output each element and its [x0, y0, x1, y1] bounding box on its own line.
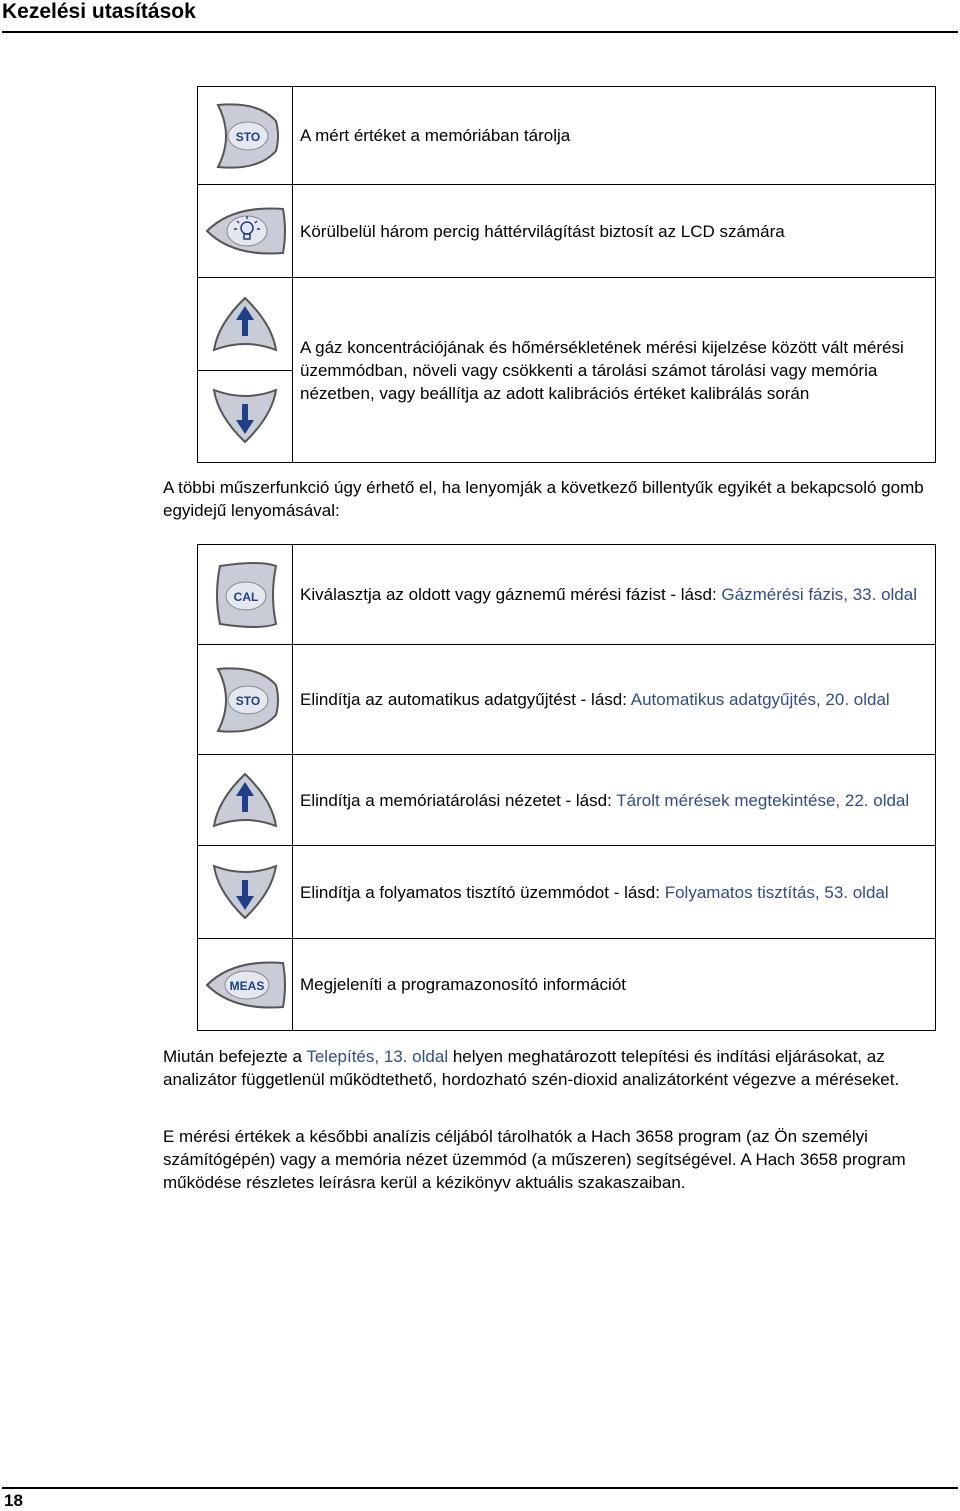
table-row — [198, 185, 936, 278]
light-key-icon — [203, 203, 287, 259]
key-description — [293, 545, 936, 645]
svg-text:MEAS: MEAS — [229, 978, 265, 993]
key-icon-cell — [198, 545, 293, 645]
cal-key-icon — [210, 560, 280, 630]
key-description: Körülbelül három percig háttérvilágítást biztosít az LCD számára — [293, 185, 936, 278]
cross-reference-link[interactable]: Automatikus adatgyűjtés, 20. oldal — [630, 690, 890, 709]
key-description: A mért értéket a memóriában tárolja — [293, 87, 936, 185]
table-row — [198, 939, 936, 1031]
table-row — [198, 545, 936, 645]
page-title: Kezelési utasítások — [2, 0, 196, 23]
sto-key-icon — [210, 101, 280, 171]
paragraph-installation — [163, 1045, 953, 1091]
description-text: Elindítja a memóriatárolási nézetet - lásd: — [300, 790, 617, 810]
paragraph-storage: E mérési értékek a későbbi analízis céljából tárolhatók a Hach 3658 program (az Ön személyi számítógépén) vagy a memória nézet üzemmód (a műszeren) segítségével. A Hach 3658 program működése részletes leírásra kerül a kézikönyv aktuális szakaszaiban. — [163, 1127, 906, 1192]
key-icon-cell — [198, 185, 293, 278]
key-icon-cell — [198, 278, 293, 463]
down-arrow-key-icon — [210, 386, 280, 446]
cross-reference-link[interactable]: Folyamatos tisztítás, 53. oldal — [664, 882, 889, 902]
key-icon-cell — [198, 755, 293, 846]
up-arrow-key-icon — [210, 770, 280, 830]
down-arrow-key-icon — [210, 862, 280, 922]
key-description — [293, 846, 936, 939]
key-icon-cell — [198, 87, 293, 185]
key-description — [293, 755, 936, 846]
cross-reference-link[interactable]: Gázmérési fázis, 33. oldal — [721, 585, 917, 604]
svg-text:CAL: CAL — [233, 589, 259, 604]
svg-text:STO: STO — [235, 693, 261, 708]
table-row — [198, 755, 936, 846]
paragraph-text: Miután befejezte a — [163, 1047, 307, 1066]
key-description — [293, 645, 936, 755]
key-description — [293, 939, 936, 1031]
description-text: Megjeleníti a programazonosító információt — [300, 975, 626, 994]
svg-text:STO: STO — [235, 129, 261, 144]
table-row — [198, 846, 936, 939]
key-icon-cell — [198, 846, 293, 939]
key-table-basic — [197, 86, 936, 463]
footer-rule — [2, 1487, 958, 1489]
sto-key-icon — [210, 665, 280, 735]
key-icon-cell — [198, 939, 293, 1031]
header-rule — [2, 31, 958, 33]
paragraph-text: helyen meghatározott telepítési és indítási eljárásokat, az analizátor függetlenül működtethető, hordozható szén-dioxid analizátorként végezve a méréseket. — [163, 1047, 900, 1089]
cross-reference-link[interactable]: Tárolt mérések megtekintése, 22. oldal — [616, 790, 910, 810]
cross-reference-link[interactable]: Telepítés, 13. oldal — [306, 1047, 449, 1066]
key-description: A gáz koncentrációjának és hőmérsékletének mérési kijelzése között vált mérési üzemmódban, növeli vagy csökkenti a tárolási számot tárolási vagy memória nézetben, vagy beállítja az adott kalibrációs értéket kalibrálás során — [293, 278, 936, 463]
meas-key-icon — [203, 957, 287, 1013]
description-text: Elindítja a folyamatos tisztító üzemmódot - lásd: — [300, 882, 665, 902]
description-text: Kiválasztja az oldott vagy gáznemű mérési fázist - lásd: — [300, 585, 722, 604]
key-icon-cell — [198, 645, 293, 755]
table-row — [198, 645, 936, 755]
page-number: 18 — [4, 1491, 23, 1510]
description-text: Elindítja az automatikus adatgyűjtést - lásd: — [300, 690, 631, 709]
table-row — [198, 87, 936, 185]
up-arrow-key-icon — [210, 294, 280, 354]
intro-paragraph: A többi műszerfunkció úgy érhető el, ha lenyomják a következő billentyűk egyikét a bekapcsoló gomb egyidejű lenyomásával: — [163, 478, 924, 520]
table-row — [198, 278, 936, 463]
key-table-combinations — [197, 544, 936, 1031]
